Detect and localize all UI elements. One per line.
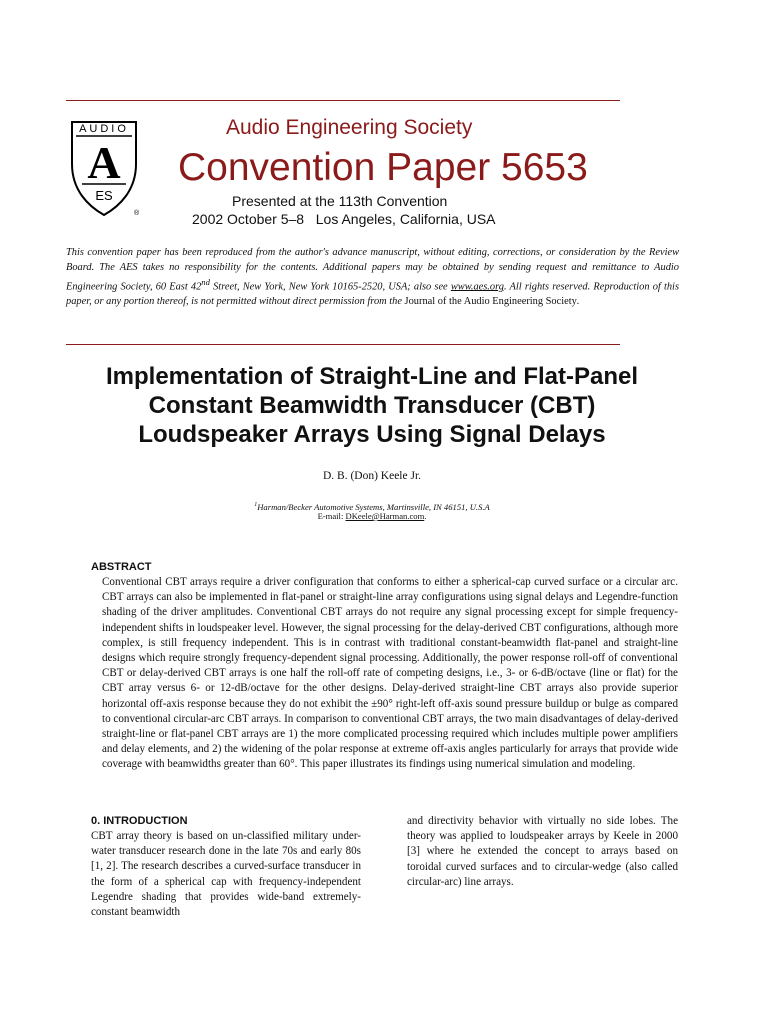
introduction-column-1: CBT array theory is based on un-classified military under-water transducer research done in the late 70s and early 80s [1, 2]. The research describes a curved-surface transducer in the form of a spherical cap with frequency-independent Legendre shading that provides wide-band extremely-constant beamwidth: [91, 830, 361, 919]
author-email: E-mail: DKeele@Harman.com.: [317, 511, 427, 521]
abstract-text: Conventional CBT arrays require a driver configuration that conforms to either a spherical-cap curved surface or a circular arc. CBT arrays can also be implemented in flat-panel or straight-line array configurations using signal delays and Legendre-function shading of the driver amplitudes. Conventional CBT arrays do not require any signal processing except for simple frequency-independent shifts in loudspeaker level. However, the signal processing for the delay-derived CBT configurations, although more complex, is still frequency independent. This is in contrast with traditional constant-beamwidth flat-panel and straight-line designs which require strongly frequency-dependent signal processing. Additionally, the power response roll-off of conventional CBT or delay-derived CBT arrays is one half the roll-off rate of competing designs, i.e., 3- or 6-dB/octave (line or flat) for the CBT array versus 6- or 12-dB/octave for the other designs. Delay-derived straight-line CBT arrays also provide superior horizontal off-axis response because they do not exhibit the ±90° right-left off-axis sound pressure buildup or bulge as compared to conventional circular-arc CBT arrays. In comparison to conventional CBT arrays, the two main disadvantages of delay-derived straight-line or flat-panel CBT arrays are 1) the more complicated processing required which includes multiple power amplifiers and delay elements, and 2) the widening of the polar response at extreme off-axis angles particularly for arrays that provide wide coverage with beamwidths greater than 60°. This paper illustrates its findings using numerical simulation and modeling.: [102, 576, 678, 771]
logo-top-text: AUDIO: [79, 123, 129, 135]
logo-registered: ®: [134, 210, 140, 217]
convention-paper-title: Convention Paper 5653: [178, 146, 588, 189]
presented-at: Presented at the 113th Convention: [232, 193, 448, 209]
author: D. B. (Don) Keele Jr.: [322, 470, 422, 482]
copyright-notice: This convention paper has been reproduced from the author's advance manuscript, without editing, corrections, or consideration by the Review Board. The AES takes no responsibility for the contents. Additional papers may be obtained by sending request and remittance to Audio Engineering Society, 60 East 42nd Street, New York, New York 10165-2520, USA; also see www.aes.org. All rights reserved. Reproduction of this paper, or any portion thereof, is not permitted without direct permission from the Journal of the Audio Engineering Society.: [66, 247, 679, 307]
abstract-heading: ABSTRACT: [91, 561, 152, 573]
introduction-column-2: and directivity behavior with virtually no side lobes. The theory was applied to loudspeaker arrays by Keele in 2000 [3] where he extended the concept to arrays based on toroidal curved surfaces and to circular-wedge (also called circular-arc) line arrays.: [407, 815, 678, 888]
affiliation: $^1$Harman/Becker Automotive Systems, Martinsville, IN 46151, U.S.A: [254, 501, 490, 512]
society-name: Audio Engineering Society: [226, 116, 473, 139]
aes-logo: [66, 116, 142, 220]
top-rule: [66, 100, 620, 101]
logo-bottom-text: ES: [95, 188, 113, 203]
middle-rule: [66, 344, 620, 345]
date-location: 2002 October 5–8 Los Angeles, California, USA: [192, 211, 496, 227]
logo-monogram: A: [87, 137, 121, 188]
introduction-heading: 0. INTRODUCTION: [91, 815, 188, 827]
aes-website-link[interactable]: www.aes.org: [450, 281, 504, 293]
email-link[interactable]: DKeele@Harman.com: [345, 511, 425, 521]
paper-title: Implementation of Straight-Line and Flat-Panel Constant Beamwidth Transducer (CBT) Loudspeaker Arrays Using Signal Delays: [105, 363, 639, 448]
